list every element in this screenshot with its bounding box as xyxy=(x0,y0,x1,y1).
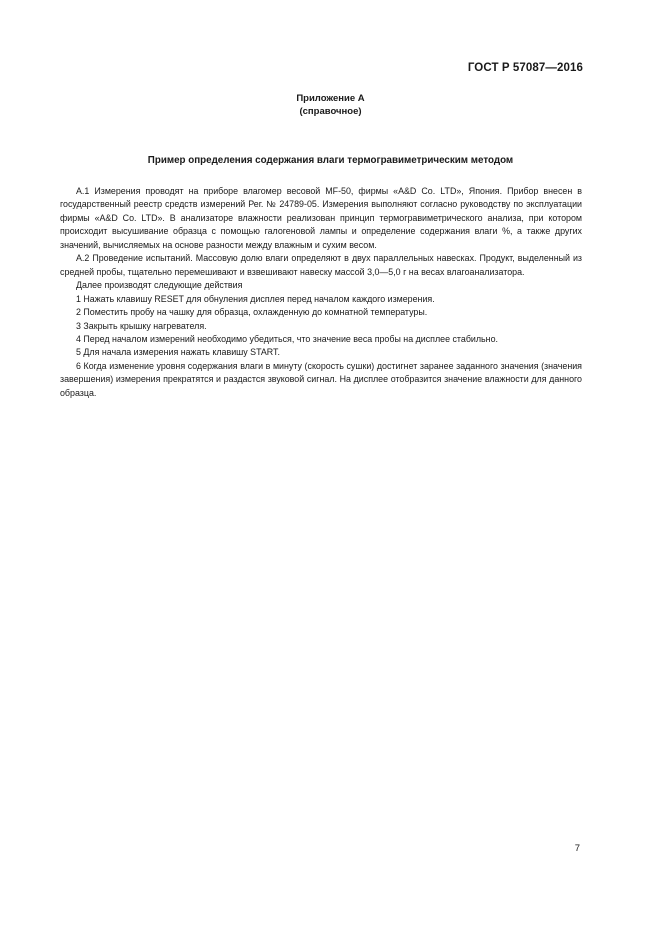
section-heading: Пример определения содержания влаги термогравиметрическим методом xyxy=(147,155,514,166)
paragraph-a2: А.2 Проведение испытаний. Массовую долю влаги определяют в двух параллельных навесках. Продукт, выделенный из средней пробы, тщательно перемешивают и взвешивают навеску массой 3,0—5,0 г на весах влагоанализатора. xyxy=(60,253,582,277)
step-4: 4 Перед началом измерений необходимо убедиться, что значение веса пробы на дисплее стабильно. xyxy=(76,333,498,344)
step-5: 5 Для начала измерения нажать клавишу START. xyxy=(76,347,280,358)
body-text xyxy=(60,185,582,400)
step-2: 2 Поместить пробу на чашку для образца, охлажденную до комнатной температуры. xyxy=(76,307,428,318)
document-code: ГОСТ Р 57087—2016 xyxy=(467,62,583,74)
step-6: 6 Когда изменение уровня содержания влаги в минуту (скорость сушки) достигнет заранее заданного значения (значения завершения) измерения прекратятся и раздастся звуковой сигнал. На дисплее отобразится значение влажности для данного образца. xyxy=(60,360,582,398)
step-3: 3 Закрыть крышку нагревателя. xyxy=(76,320,207,331)
annex-header xyxy=(0,92,661,118)
page-number: 7 xyxy=(574,843,580,854)
paragraph-intro: Далее производят следующие действия xyxy=(76,280,243,291)
step-1: 1 Нажать клавишу RESET для обнуления дисплея перед началом каждого измерения. xyxy=(76,293,435,304)
annex-title: Приложение А xyxy=(296,93,365,104)
annex-subtitle: (справочное) xyxy=(299,106,362,117)
paragraph-a1: А.1 Измерения проводят на приборе влагомер весовой MF-50, фирмы «A&D Co. LTD», Япония. Прибор внесен в государственный реестр средств измерений Рег. № 24789-05. Измерения выполняют согласно руководству по эксплуатации фирмы «A&D Co. LTD». В анализаторе влажности реализован принцип термогравиметрического анализа, при котором происходит высушивание образца с помощью галогеновой лампы и определение содержания влаги %, а также других значений, вычисляемых на основе разности между влажным и сухим весом. xyxy=(60,186,582,250)
